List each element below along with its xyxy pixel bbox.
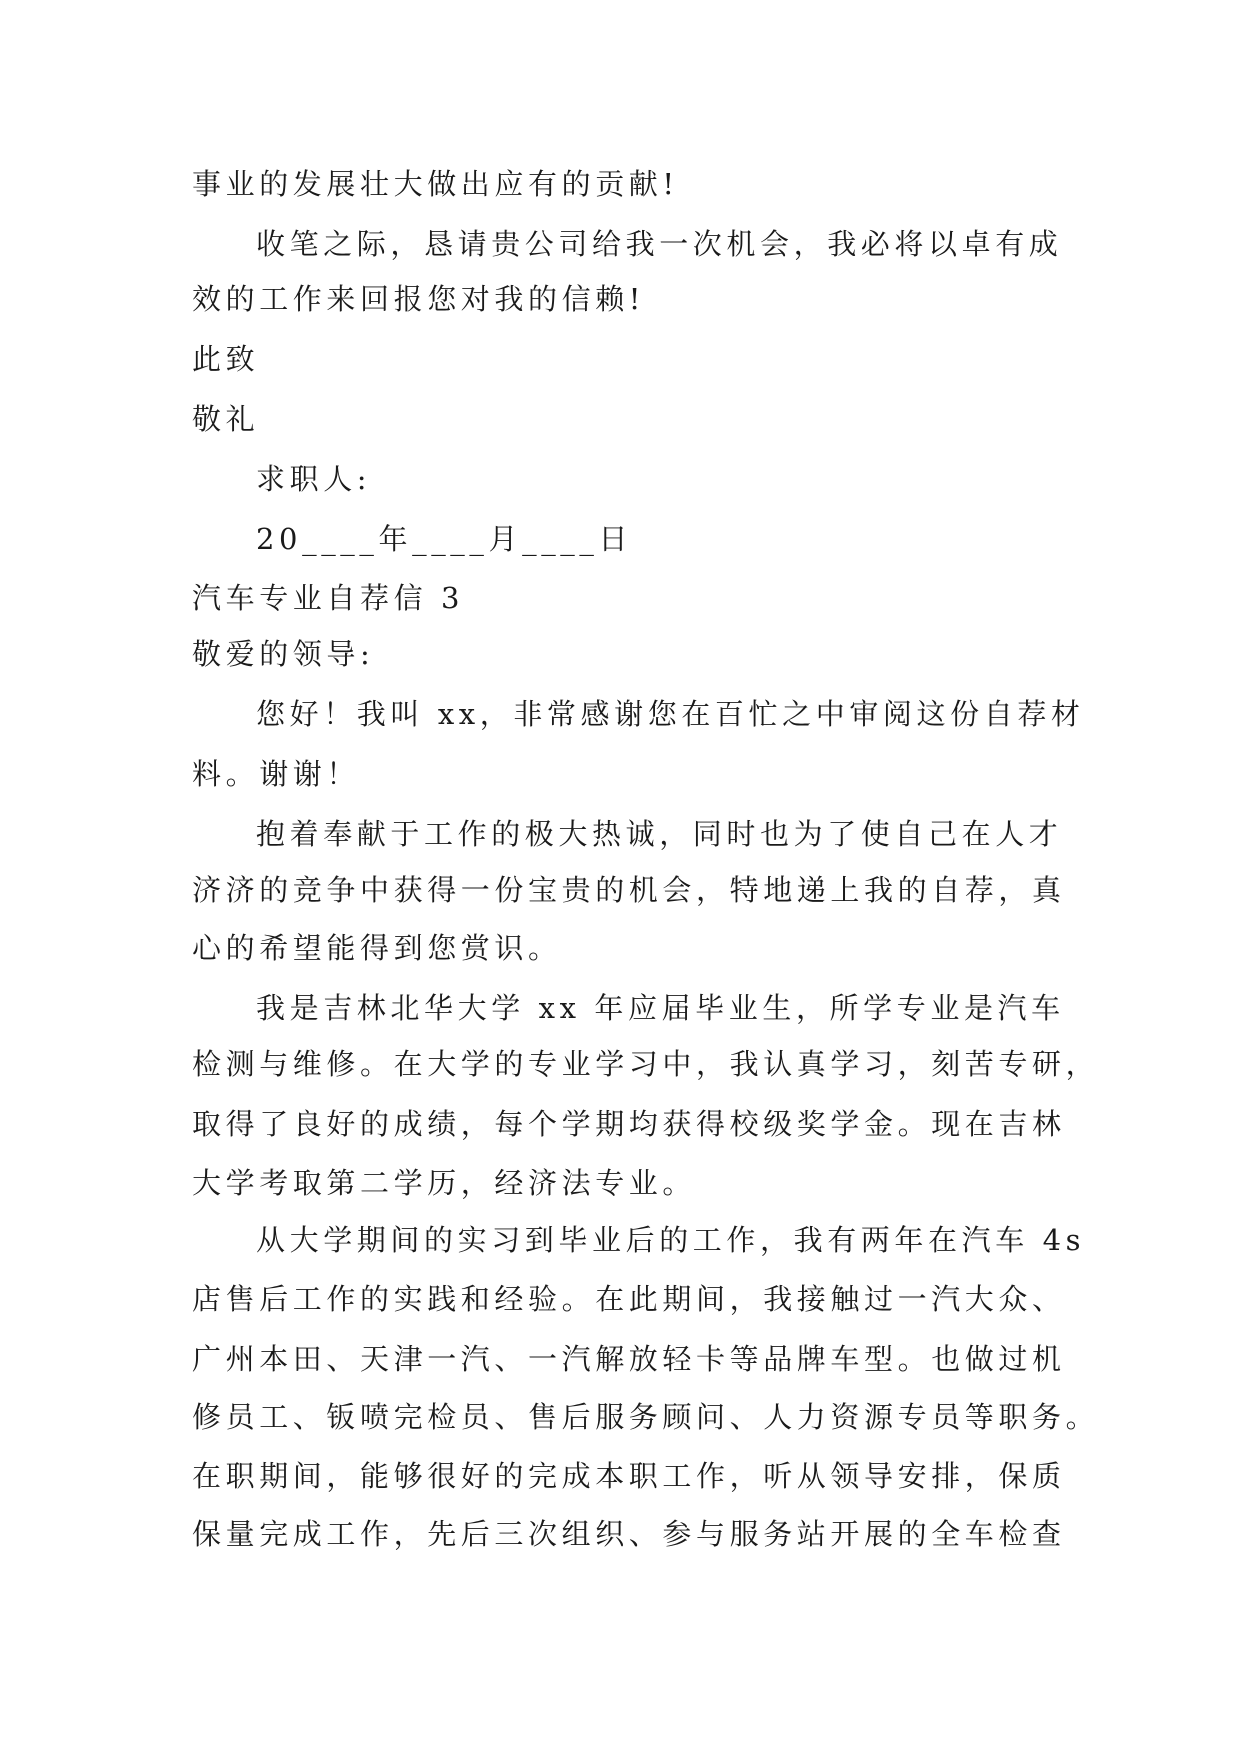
text-line: 我是吉林北华大学 xx 年应届毕业生，所学专业是汽车 [256,991,1065,1025]
text-line: 广州本田、天津一汽、一汽解放轻卡等品牌车型。也做过机 [192,1342,1066,1376]
text-line: 收笔之际，恳请贵公司给我一次机会，我必将以卓有成 [256,227,1063,261]
text-line: 济济的竞争中获得一份宝贵的机会，特地递上我的自荐，真 [192,873,1066,907]
text-line: 效的工作来回报您对我的信赖! [192,282,646,316]
closing-line: 此致 [192,342,260,376]
text-line: 在职期间，能够很好的完成本职工作，听从领导安排，保质 [192,1459,1066,1493]
text-line: 保量完成工作，先后三次组织、参与服务站开展的全车检查 [192,1517,1066,1551]
signature-line: 求职人: [256,462,372,496]
text-line: 大学考取第二学历，经济法专业。 [192,1166,697,1200]
closing-line: 敬礼 [192,402,260,436]
date-line: 20____年____月____日 [256,522,633,556]
text-line: 抱着奉献于工作的极大热诚，同时也为了使自己在人才 [256,817,1063,851]
text-line: 您好！我叫 xx，非常感谢您在百忙之中审阅这份自荐材 [256,697,1085,731]
text-line: 料。谢谢！ [192,757,361,791]
text-line: 检测与维修。在大学的专业学习中，我认真学习，刻苦专研， [192,1047,1100,1081]
text-line: 从大学期间的实习到毕业后的工作，我有两年在汽车 4s [256,1223,1086,1257]
text-line: 修员工、钣喷完检员、售后服务顾问、人力资源专员等职务。 [192,1400,1100,1434]
text-line: 事业的发展壮大做出应有的贡献! [192,167,679,201]
text-line: 取得了良好的成绩，每个学期均获得校级奖学金。现在吉林 [192,1107,1066,1141]
salutation: 敬爱的领导: [192,637,375,671]
section-heading: 汽车专业自荐信 3 [192,581,465,615]
text-line: 心的希望能得到您赏识。 [192,931,562,965]
text-line: 店售后工作的实践和经验。在此期间，我接触过一汽大众、 [192,1282,1066,1316]
